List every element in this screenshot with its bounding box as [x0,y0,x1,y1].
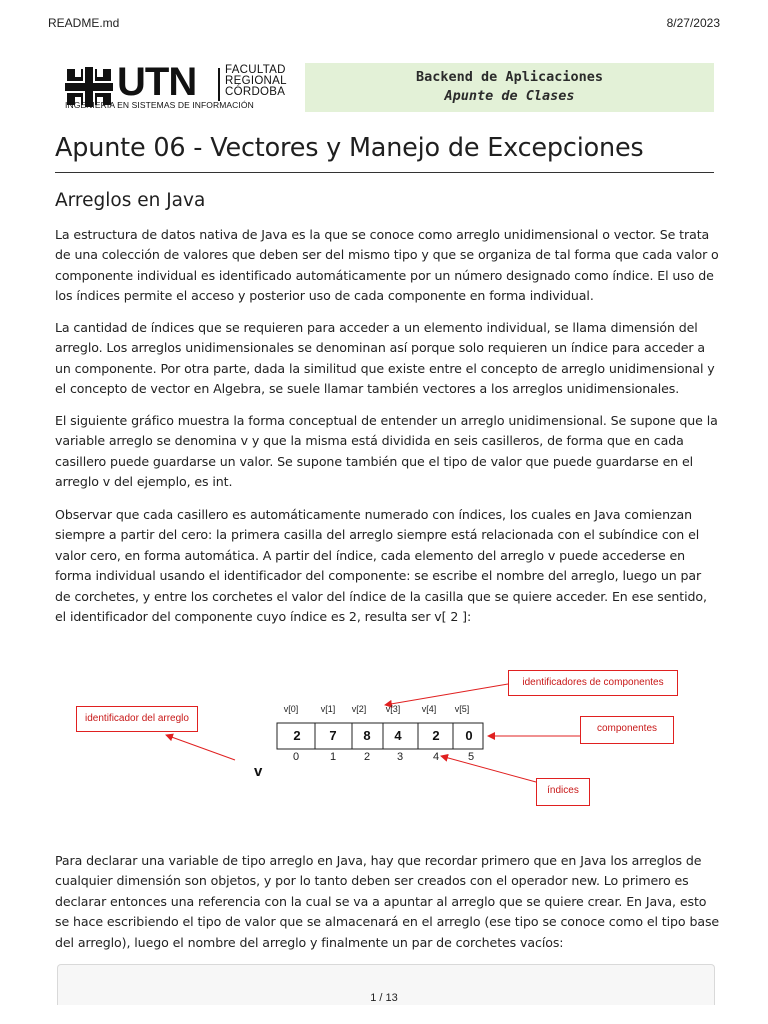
array-cell-value: 4 [394,728,402,743]
logo-faculty-line: FACULTAD [225,64,286,76]
paragraph: Para declarar una variable de tipo arreglo en Java, hay que recordar primero que en Java los arreglos de cualquier dimensión son objetos, y por lo tanto deben ser creados con el operador new. Lo primero es declarar entonces una referencia con la cual se va a apuntar al arreglo que se quiere crear. En Java, esto se hace escribiendo el tipo de valor que se almacenará en el arreglo (ese tipo se conoce como el tipo base del arreglo), luego el nombre del arreglo y finalmente un par de corchetes vacíos: [55,853,720,950]
callout-indices: índices [536,778,590,806]
array-diagram [60,660,720,810]
array-index: 5 [467,751,475,763]
paragraph: La estructura de datos nativa de Java es la que se conoce como arreglo unidimensional o vector. Se trata de una colección de valores que deben ser del mismo tipo y que se organiza de tal forma que cada valor o componente individual es identificado automáticamente por un número designado como índice. El uso de los índices permite el acceso y posterior uso de cada componente en forma individual. [55,227,719,304]
component-identifier: v[0] [283,704,299,714]
print-date: 8/27/2023 [666,16,720,30]
component-identifier: v[4] [421,704,437,714]
logo-subtitle: INGENIERÍA EN SISTEMAS DE INFORMACIÓN [65,100,254,110]
course-subtitle: Apunte de Clases [444,88,575,104]
array-index: 3 [396,751,404,763]
section-heading: Arreglos en Java [55,190,206,211]
array-cell-value: 7 [329,728,337,743]
component-identifier: v[1] [320,704,336,714]
logo-wordmark: UTN [117,60,197,104]
array-index: 1 [329,751,337,763]
banner-title [305,68,714,106]
title-rule [55,172,714,173]
print-header [48,16,720,32]
array-cell-value: 0 [465,728,473,743]
logo-faculty-line: REGIONAL [225,75,287,87]
callout-components: componentes [580,716,674,744]
callout-component-identifiers: identificadores de componentes [508,670,678,696]
utn-logo [65,60,315,111]
callout-array-identifier: identificador del arreglo [76,706,198,732]
logo-faculty [225,65,287,98]
component-identifier: v[5] [454,704,470,714]
logo-divider [218,68,220,101]
paragraph: El siguiente gráfico muestra la forma conceptual de entender un arreglo unidimensional. Se supone que la variable arreglo se denomina v y que la misma está dividida en seis casilleros, de forma que en cada casillero puede guardarse un valor. Se supone también que el tipo de valor que puede guardarse en el arreglo v del ejemplo, es int. [55,413,718,490]
page-number: 1 / 13 [370,992,398,1004]
page-title: Apunte 06 - Vectores y Manejo de Excepciones [55,133,644,163]
array-index: 2 [363,751,371,763]
array-name: v [254,763,263,780]
logo-faculty-line: CÓRDOBA [225,86,286,98]
paragraph: Observar que cada casillero es automáticamente numerado con índices, los cuales en Java comienzan siempre a partir del cero: la primera casilla del arreglo siempre está relacionada con el subíndice con el valor cero, en forma automática. A partir del índice, cada elemento del arreglo v puede accederse en forma individual usando el identificador del componente: se escribe el nombre del arreglo, luego un par de corchetes, y entre los corchetes el valor del índice de la casilla que se quiere acceder. En ese sentido, el identificador del componente cuyo índice es 2, resulta ser v[ 2 ]: [55,507,707,625]
component-identifier: v[2] [351,704,367,714]
array-cell-value: 2 [293,728,301,743]
course-banner [55,60,714,112]
course-name: Backend de Aplicaciones [416,69,603,85]
file-name: README.md [48,16,120,30]
array-index: 4 [432,751,440,763]
paragraph: La cantidad de índices que se requieren para acceder a un elemento individual, se llama dimensión del arreglo. Los arreglos unidimensionales se denominan así porque solo requieren un índice para acceder a un componente. Por otra parte, dada la similitud que existe entre el concepto de arreglo unidimensional y el concepto de vector en Algebra, se suele llamar también vectores a los arreglos unidimensionales. [55,320,715,397]
array-cell-value: 8 [363,728,371,743]
component-identifier: v[3] [385,704,401,714]
array-index: 0 [292,751,300,763]
array-cell-value: 2 [432,728,440,743]
